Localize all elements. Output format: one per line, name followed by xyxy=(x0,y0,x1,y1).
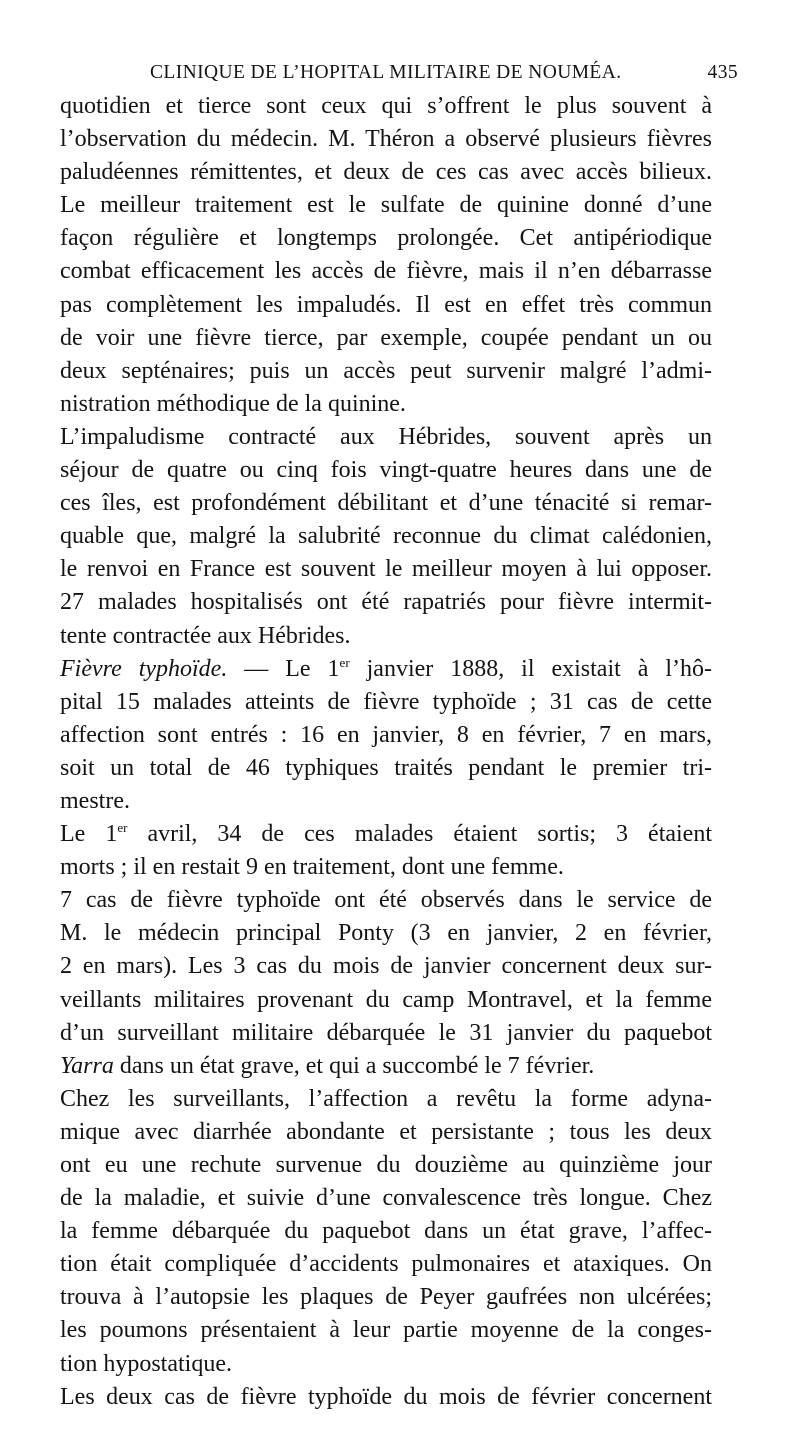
text-line: mestre. xyxy=(60,787,130,814)
superscript: er xyxy=(117,820,128,836)
text-line: Les deux cas de fièvre typhoïde du mois de février concernent xyxy=(60,1383,712,1410)
text-line: quable que, malgré la salubrité reconnue du climat calédonien, xyxy=(60,523,712,550)
text-line: d’un surveillant militaire débarquée le 31 janvier du paquebot xyxy=(60,1019,712,1046)
text-line: tente contractée aux Hébrides. xyxy=(60,622,351,649)
text-line xyxy=(60,653,712,686)
text-line: Le meilleur traitement est le sulfate de quinine donné d’une xyxy=(60,192,712,219)
text-line: mique avec diarrhée abondante et persistante ; tous les deux xyxy=(60,1118,712,1145)
text-line: la femme débarquée du paquebot dans un état grave, l’affec- xyxy=(60,1218,712,1245)
text-line: tion hypostatique. xyxy=(60,1350,232,1377)
text-line: l’observation du médecin. M. Théron a observé plusieurs fièvres xyxy=(60,126,712,153)
text-line: paludéennes rémittentes, et deux de ces cas avec accès bilieux. xyxy=(60,159,712,186)
text-line: nistration méthodique de la quinine. xyxy=(60,390,406,417)
body-text xyxy=(60,90,712,1414)
text-line: trouva à l’autopsie les plaques de Peyer gaufrées non ulcérées; xyxy=(60,1284,712,1311)
text-line: L’impaludisme contracté aux Hébrides, souvent après un xyxy=(60,423,712,450)
text-line: 7 cas de fièvre typhoïde ont été observés dans le service de xyxy=(60,887,712,914)
superscript: er xyxy=(339,654,350,670)
text-line: séjour de quatre ou cinq fois vingt-quatre heures dans une de xyxy=(60,457,712,484)
text-line xyxy=(60,818,712,851)
text-line: pas complètement les impaludés. Il est en effet très commun xyxy=(60,291,712,318)
text-run: avril, 34 de ces malades étaient sortis; 3 étaient xyxy=(127,821,713,848)
text-line: pital 15 malades atteints de fièvre typhoïde ; 31 cas de cette xyxy=(60,688,712,715)
page-number: 435 xyxy=(707,62,738,83)
italic-text: Yarra xyxy=(60,1052,114,1079)
text-line: 2 en mars). Les 3 cas du mois de janvier concernent deux sur- xyxy=(60,953,712,980)
text-line: de voir une fièvre tierce, par exemple, coupée pendant un ou xyxy=(60,324,712,351)
text-line: morts ; il en restait 9 en traitement, dont une femme. xyxy=(60,854,564,881)
italic-text: Fièvre typhoïde. xyxy=(60,655,228,682)
text-line: de la maladie, et suivie d’une convalescence très longue. Chez xyxy=(60,1185,712,1212)
text-line: affection sont entrés : 16 en janvier, 8 en février, 7 en mars, xyxy=(60,721,712,748)
text-line: le renvoi en France est souvent le meilleur moyen à lui opposer. xyxy=(60,556,712,583)
text-line: ces îles, est profondément débilitant et d’une ténacité si remar- xyxy=(60,490,712,517)
text-run: dans un état grave, et qui a succombé le 7 février. xyxy=(113,1052,595,1079)
text-run: Le 1 xyxy=(60,821,118,848)
text-line: combat efficacement les accès de fièvre, mais il n’en débarrasse xyxy=(60,258,712,285)
text-line: façon régulière et longtemps prolongée. Cet antipériodique xyxy=(60,225,712,252)
text-line: deux septénaires; puis un accès peut survenir malgré l’admi- xyxy=(60,357,712,384)
text-line: les poumons présentaient à leur partie moyenne de la conges- xyxy=(60,1317,712,1344)
text-line xyxy=(60,1050,712,1083)
text-line: M. le médecin principal Ponty (3 en janvier, 2 en février, xyxy=(60,920,712,947)
running-header xyxy=(60,62,738,92)
text-run: — Le 1 xyxy=(227,655,340,682)
text-line: quotidien et tierce sont ceux qui s’offrent le plus souvent à xyxy=(60,93,712,119)
running-title: CLINIQUE DE L’HOPITAL MILITAIRE DE NOUMÉA. xyxy=(150,62,622,83)
text-line: tion était compliquée d’accidents pulmonaires et ataxiques. On xyxy=(60,1251,712,1278)
text-line: Chez les surveillants, l’affection a revêtu la forme adyna- xyxy=(60,1085,712,1112)
text-line: veillants militaires provenant du camp Montravel, et la femme xyxy=(60,986,712,1013)
text-line: ont eu une rechute survenue du douzième au quinzième jour xyxy=(60,1152,712,1178)
text-line: 27 malades hospitalisés ont été rapatriés pour fièvre intermit- xyxy=(60,589,712,616)
text-run: janvier 1888, il existait à l’hô- xyxy=(349,655,713,682)
text-line: soit un total de 46 typhiques traités pendant le premier tri- xyxy=(60,754,712,781)
